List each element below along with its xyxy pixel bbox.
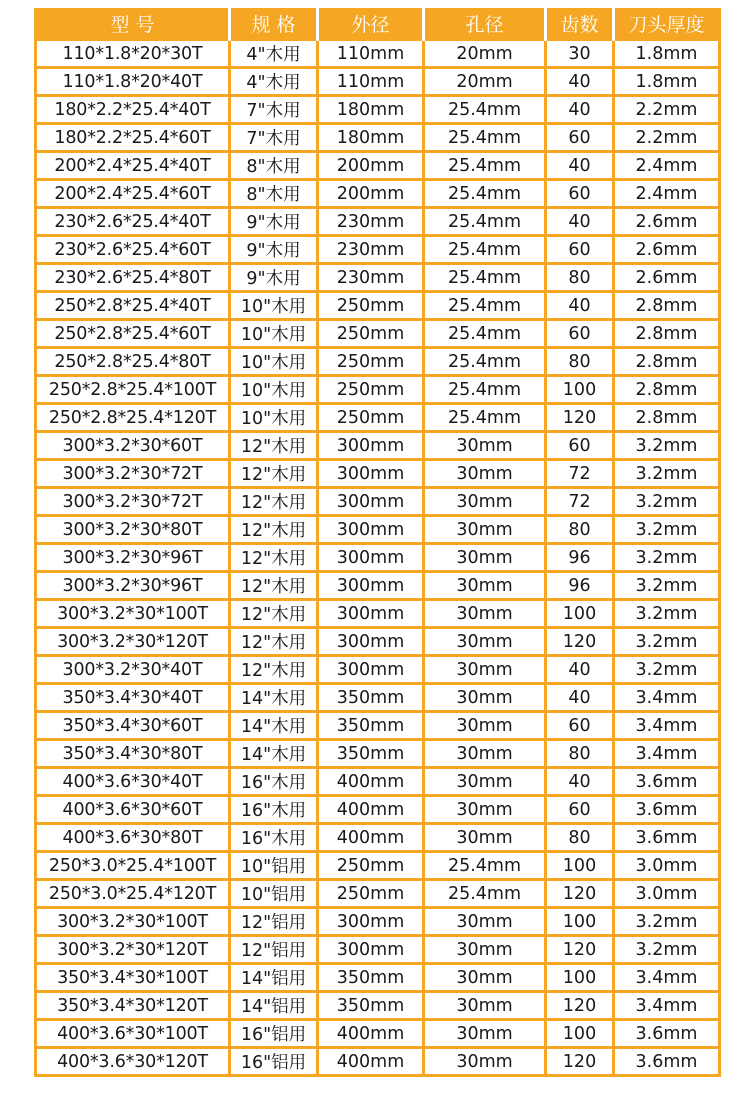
cell-model: 250*3.0*25.4*120T <box>36 880 230 908</box>
table-row <box>36 40 720 68</box>
cell-teeth: 40 <box>546 96 614 124</box>
cell-outer-diameter: 250mm <box>318 404 424 432</box>
cell-spec: 12"木用 <box>230 628 318 656</box>
cell-model: 300*3.2*30*96T <box>36 544 230 572</box>
table-row <box>36 432 720 460</box>
cell-teeth: 40 <box>546 68 614 96</box>
cell-model: 300*3.2*30*80T <box>36 516 230 544</box>
cell-bore: 30mm <box>424 768 546 796</box>
cell-outer-diameter: 300mm <box>318 544 424 572</box>
cell-outer-diameter: 250mm <box>318 376 424 404</box>
cell-bore: 30mm <box>424 908 546 936</box>
cell-outer-diameter: 400mm <box>318 1048 424 1076</box>
cell-teeth: 100 <box>546 1020 614 1048</box>
cell-tip-thickness: 2.8mm <box>614 292 720 320</box>
cell-spec: 10"木用 <box>230 404 318 432</box>
cell-tip-thickness: 3.2mm <box>614 656 720 684</box>
cell-bore: 25.4mm <box>424 348 546 376</box>
cell-tip-thickness: 3.2mm <box>614 600 720 628</box>
cell-model: 230*2.6*25.4*60T <box>36 236 230 264</box>
cell-tip-thickness: 3.2mm <box>614 432 720 460</box>
cell-outer-diameter: 250mm <box>318 320 424 348</box>
cell-outer-diameter: 300mm <box>318 488 424 516</box>
cell-bore: 25.4mm <box>424 292 546 320</box>
cell-tip-thickness: 2.2mm <box>614 96 720 124</box>
cell-bore: 25.4mm <box>424 152 546 180</box>
table-row <box>36 488 720 516</box>
col-header-spec: 规 格 <box>230 8 318 40</box>
cell-bore: 30mm <box>424 544 546 572</box>
table-row <box>36 852 720 880</box>
cell-model: 250*2.8*25.4*80T <box>36 348 230 376</box>
cell-model: 200*2.4*25.4*60T <box>36 180 230 208</box>
table-row <box>36 320 720 348</box>
cell-tip-thickness: 2.8mm <box>614 404 720 432</box>
cell-bore: 20mm <box>424 68 546 96</box>
cell-spec: 12"木用 <box>230 432 318 460</box>
cell-model: 110*1.8*20*30T <box>36 40 230 68</box>
cell-tip-thickness: 2.4mm <box>614 180 720 208</box>
cell-model: 350*3.4*30*60T <box>36 712 230 740</box>
cell-tip-thickness: 3.2mm <box>614 460 720 488</box>
table-row <box>36 68 720 96</box>
cell-spec: 16"铝用 <box>230 1048 318 1076</box>
col-header-bore: 孔径 <box>424 8 546 40</box>
cell-spec: 7"木用 <box>230 96 318 124</box>
cell-outer-diameter: 400mm <box>318 768 424 796</box>
cell-tip-thickness: 3.4mm <box>614 992 720 1020</box>
cell-spec: 12"木用 <box>230 460 318 488</box>
cell-bore: 30mm <box>424 656 546 684</box>
cell-bore: 30mm <box>424 712 546 740</box>
cell-bore: 25.4mm <box>424 124 546 152</box>
cell-bore: 30mm <box>424 740 546 768</box>
cell-teeth: 120 <box>546 992 614 1020</box>
cell-spec: 12"木用 <box>230 572 318 600</box>
cell-outer-diameter: 200mm <box>318 180 424 208</box>
table-row <box>36 96 720 124</box>
cell-outer-diameter: 300mm <box>318 460 424 488</box>
cell-spec: 9"木用 <box>230 264 318 292</box>
cell-teeth: 60 <box>546 124 614 152</box>
table-row <box>36 236 720 264</box>
col-header-outer-diameter: 外径 <box>318 8 424 40</box>
cell-tip-thickness: 3.0mm <box>614 852 720 880</box>
cell-tip-thickness: 2.6mm <box>614 208 720 236</box>
cell-outer-diameter: 110mm <box>318 40 424 68</box>
cell-model: 400*3.6*30*60T <box>36 796 230 824</box>
cell-teeth: 100 <box>546 908 614 936</box>
cell-tip-thickness: 3.4mm <box>614 712 720 740</box>
cell-bore: 30mm <box>424 936 546 964</box>
table-row <box>36 992 720 1020</box>
cell-teeth: 40 <box>546 208 614 236</box>
table-row <box>36 768 720 796</box>
cell-spec: 10"木用 <box>230 376 318 404</box>
cell-tip-thickness: 2.2mm <box>614 124 720 152</box>
cell-outer-diameter: 180mm <box>318 124 424 152</box>
cell-bore: 25.4mm <box>424 96 546 124</box>
table-row <box>36 264 720 292</box>
cell-model: 180*2.2*25.4*60T <box>36 124 230 152</box>
cell-spec: 12"木用 <box>230 488 318 516</box>
cell-spec: 12"木用 <box>230 516 318 544</box>
table-row <box>36 796 720 824</box>
cell-spec: 10"木用 <box>230 320 318 348</box>
col-header-teeth: 齿数 <box>546 8 614 40</box>
cell-teeth: 100 <box>546 964 614 992</box>
cell-teeth: 96 <box>546 544 614 572</box>
table-row <box>36 964 720 992</box>
col-header-model: 型 号 <box>36 8 230 40</box>
cell-spec: 16"木用 <box>230 768 318 796</box>
cell-tip-thickness: 3.2mm <box>614 908 720 936</box>
cell-model: 300*3.2*30*96T <box>36 572 230 600</box>
cell-model: 110*1.8*20*40T <box>36 68 230 96</box>
cell-outer-diameter: 250mm <box>318 880 424 908</box>
table-row <box>36 936 720 964</box>
cell-spec: 14"铝用 <box>230 964 318 992</box>
cell-model: 250*2.8*25.4*60T <box>36 320 230 348</box>
spec-table-body <box>36 40 720 1076</box>
cell-bore: 30mm <box>424 600 546 628</box>
cell-bore: 30mm <box>424 572 546 600</box>
cell-tip-thickness: 3.0mm <box>614 880 720 908</box>
cell-teeth: 40 <box>546 292 614 320</box>
cell-spec: 14"木用 <box>230 684 318 712</box>
cell-spec: 12"木用 <box>230 600 318 628</box>
cell-teeth: 80 <box>546 516 614 544</box>
cell-spec: 16"木用 <box>230 796 318 824</box>
table-row <box>36 180 720 208</box>
cell-spec: 16"木用 <box>230 824 318 852</box>
cell-spec: 12"木用 <box>230 656 318 684</box>
cell-teeth: 100 <box>546 852 614 880</box>
cell-bore: 30mm <box>424 628 546 656</box>
cell-model: 230*2.6*25.4*80T <box>36 264 230 292</box>
table-row <box>36 628 720 656</box>
cell-teeth: 40 <box>546 684 614 712</box>
cell-bore: 30mm <box>424 1020 546 1048</box>
cell-teeth: 60 <box>546 320 614 348</box>
cell-spec: 12"铝用 <box>230 908 318 936</box>
cell-outer-diameter: 300mm <box>318 572 424 600</box>
cell-outer-diameter: 250mm <box>318 852 424 880</box>
col-header-tip-thickness: 刀头厚度 <box>614 8 720 40</box>
cell-bore: 30mm <box>424 460 546 488</box>
cell-tip-thickness: 3.6mm <box>614 796 720 824</box>
table-row <box>36 740 720 768</box>
cell-outer-diameter: 230mm <box>318 208 424 236</box>
cell-teeth: 30 <box>546 40 614 68</box>
cell-model: 400*3.6*30*80T <box>36 824 230 852</box>
cell-tip-thickness: 3.4mm <box>614 964 720 992</box>
spec-table-header <box>36 8 720 40</box>
cell-model: 200*2.4*25.4*40T <box>36 152 230 180</box>
cell-spec: 4"木用 <box>230 68 318 96</box>
cell-outer-diameter: 300mm <box>318 516 424 544</box>
cell-tip-thickness: 1.8mm <box>614 68 720 96</box>
cell-tip-thickness: 2.8mm <box>614 376 720 404</box>
cell-tip-thickness: 3.2mm <box>614 516 720 544</box>
cell-tip-thickness: 1.8mm <box>614 40 720 68</box>
cell-teeth: 40 <box>546 656 614 684</box>
cell-teeth: 96 <box>546 572 614 600</box>
cell-teeth: 72 <box>546 460 614 488</box>
cell-teeth: 40 <box>546 768 614 796</box>
cell-tip-thickness: 2.4mm <box>614 152 720 180</box>
cell-spec: 14"铝用 <box>230 992 318 1020</box>
table-row <box>36 348 720 376</box>
cell-teeth: 80 <box>546 740 614 768</box>
cell-model: 350*3.4*30*80T <box>36 740 230 768</box>
cell-model: 230*2.6*25.4*40T <box>36 208 230 236</box>
table-row <box>36 292 720 320</box>
cell-tip-thickness: 2.6mm <box>614 236 720 264</box>
cell-bore: 30mm <box>424 964 546 992</box>
cell-outer-diameter: 350mm <box>318 684 424 712</box>
cell-spec: 14"木用 <box>230 712 318 740</box>
cell-outer-diameter: 350mm <box>318 712 424 740</box>
cell-model: 250*2.8*25.4*120T <box>36 404 230 432</box>
cell-outer-diameter: 300mm <box>318 432 424 460</box>
cell-tip-thickness: 3.4mm <box>614 740 720 768</box>
cell-bore: 25.4mm <box>424 852 546 880</box>
cell-model: 180*2.2*25.4*40T <box>36 96 230 124</box>
cell-outer-diameter: 300mm <box>318 936 424 964</box>
cell-teeth: 80 <box>546 824 614 852</box>
cell-outer-diameter: 300mm <box>318 908 424 936</box>
cell-spec: 10"木用 <box>230 348 318 376</box>
table-row <box>36 208 720 236</box>
cell-model: 400*3.6*30*120T <box>36 1048 230 1076</box>
cell-spec: 9"木用 <box>230 208 318 236</box>
table-row <box>36 824 720 852</box>
cell-spec: 14"木用 <box>230 740 318 768</box>
cell-tip-thickness: 2.8mm <box>614 348 720 376</box>
cell-bore: 30mm <box>424 824 546 852</box>
cell-model: 300*3.2*30*100T <box>36 600 230 628</box>
table-row <box>36 600 720 628</box>
cell-outer-diameter: 300mm <box>318 600 424 628</box>
cell-tip-thickness: 3.4mm <box>614 684 720 712</box>
cell-spec: 8"木用 <box>230 180 318 208</box>
table-row <box>36 572 720 600</box>
cell-tip-thickness: 3.6mm <box>614 1048 720 1076</box>
cell-bore: 30mm <box>424 684 546 712</box>
cell-spec: 12"铝用 <box>230 936 318 964</box>
table-row <box>36 404 720 432</box>
cell-bore: 20mm <box>424 40 546 68</box>
cell-outer-diameter: 350mm <box>318 740 424 768</box>
cell-bore: 30mm <box>424 796 546 824</box>
cell-spec: 9"木用 <box>230 236 318 264</box>
cell-outer-diameter: 230mm <box>318 236 424 264</box>
cell-bore: 25.4mm <box>424 880 546 908</box>
cell-outer-diameter: 400mm <box>318 796 424 824</box>
cell-teeth: 120 <box>546 936 614 964</box>
cell-tip-thickness: 3.6mm <box>614 768 720 796</box>
cell-bore: 30mm <box>424 432 546 460</box>
cell-teeth: 60 <box>546 796 614 824</box>
cell-tip-thickness: 3.2mm <box>614 936 720 964</box>
table-row <box>36 712 720 740</box>
cell-spec: 16"铝用 <box>230 1020 318 1048</box>
table-row <box>36 152 720 180</box>
table-row <box>36 516 720 544</box>
cell-model: 300*3.2*30*40T <box>36 656 230 684</box>
cell-spec: 8"木用 <box>230 152 318 180</box>
cell-bore: 30mm <box>424 1048 546 1076</box>
table-row <box>36 684 720 712</box>
cell-outer-diameter: 200mm <box>318 152 424 180</box>
cell-model: 300*3.2*30*60T <box>36 432 230 460</box>
cell-outer-diameter: 300mm <box>318 628 424 656</box>
table-row <box>36 544 720 572</box>
table-row <box>36 124 720 152</box>
cell-spec: 12"木用 <box>230 544 318 572</box>
cell-tip-thickness: 2.6mm <box>614 264 720 292</box>
cell-outer-diameter: 400mm <box>318 824 424 852</box>
cell-teeth: 60 <box>546 712 614 740</box>
cell-bore: 30mm <box>424 488 546 516</box>
cell-bore: 30mm <box>424 992 546 1020</box>
table-row <box>36 656 720 684</box>
cell-teeth: 120 <box>546 628 614 656</box>
cell-bore: 25.4mm <box>424 236 546 264</box>
cell-model: 250*2.8*25.4*100T <box>36 376 230 404</box>
cell-model: 250*2.8*25.4*40T <box>36 292 230 320</box>
cell-outer-diameter: 110mm <box>318 68 424 96</box>
cell-spec: 10"铝用 <box>230 852 318 880</box>
header-row <box>36 8 720 40</box>
table-row <box>36 880 720 908</box>
cell-model: 300*3.2*30*100T <box>36 908 230 936</box>
cell-model: 400*3.6*30*100T <box>36 1020 230 1048</box>
cell-outer-diameter: 250mm <box>318 348 424 376</box>
cell-model: 300*3.2*30*72T <box>36 460 230 488</box>
cell-model: 300*3.2*30*120T <box>36 628 230 656</box>
cell-teeth: 100 <box>546 376 614 404</box>
cell-spec: 10"木用 <box>230 292 318 320</box>
cell-model: 400*3.6*30*40T <box>36 768 230 796</box>
cell-model: 250*3.0*25.4*100T <box>36 852 230 880</box>
cell-bore: 25.4mm <box>424 320 546 348</box>
cell-outer-diameter: 350mm <box>318 964 424 992</box>
cell-teeth: 40 <box>546 152 614 180</box>
cell-outer-diameter: 400mm <box>318 1020 424 1048</box>
cell-tip-thickness: 3.6mm <box>614 1020 720 1048</box>
cell-outer-diameter: 230mm <box>318 264 424 292</box>
table-row <box>36 908 720 936</box>
cell-teeth: 120 <box>546 1048 614 1076</box>
cell-teeth: 60 <box>546 236 614 264</box>
cell-spec: 4"木用 <box>230 40 318 68</box>
table-row <box>36 1048 720 1076</box>
cell-model: 350*3.4*30*40T <box>36 684 230 712</box>
cell-tip-thickness: 3.2mm <box>614 488 720 516</box>
cell-model: 300*3.2*30*120T <box>36 936 230 964</box>
cell-bore: 25.4mm <box>424 404 546 432</box>
cell-teeth: 100 <box>546 600 614 628</box>
cell-tip-thickness: 3.2mm <box>614 572 720 600</box>
cell-teeth: 80 <box>546 348 614 376</box>
cell-bore: 25.4mm <box>424 264 546 292</box>
spec-table <box>34 8 721 1077</box>
cell-bore: 30mm <box>424 516 546 544</box>
cell-teeth: 120 <box>546 880 614 908</box>
cell-bore: 25.4mm <box>424 208 546 236</box>
cell-bore: 25.4mm <box>424 376 546 404</box>
cell-tip-thickness: 3.2mm <box>614 628 720 656</box>
cell-model: 350*3.4*30*120T <box>36 992 230 1020</box>
cell-teeth: 60 <box>546 432 614 460</box>
table-row <box>36 1020 720 1048</box>
cell-spec: 7"木用 <box>230 124 318 152</box>
cell-model: 300*3.2*30*72T <box>36 488 230 516</box>
cell-tip-thickness: 2.8mm <box>614 320 720 348</box>
cell-outer-diameter: 300mm <box>318 656 424 684</box>
cell-model: 350*3.4*30*100T <box>36 964 230 992</box>
cell-outer-diameter: 250mm <box>318 292 424 320</box>
cell-teeth: 80 <box>546 264 614 292</box>
table-row <box>36 460 720 488</box>
cell-outer-diameter: 180mm <box>318 96 424 124</box>
cell-spec: 10"铝用 <box>230 880 318 908</box>
cell-teeth: 120 <box>546 404 614 432</box>
cell-bore: 25.4mm <box>424 180 546 208</box>
table-row <box>36 376 720 404</box>
cell-teeth: 72 <box>546 488 614 516</box>
cell-outer-diameter: 350mm <box>318 992 424 1020</box>
cell-tip-thickness: 3.2mm <box>614 544 720 572</box>
cell-tip-thickness: 3.6mm <box>614 824 720 852</box>
cell-teeth: 60 <box>546 180 614 208</box>
